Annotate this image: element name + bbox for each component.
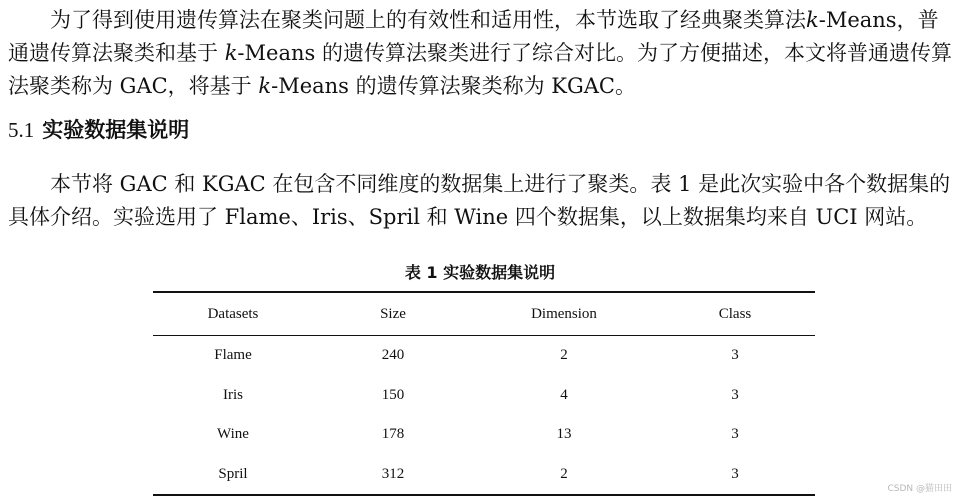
k-italic-3: k: [258, 74, 272, 98]
cell-size: 178: [381, 426, 405, 443]
table-row: [153, 415, 815, 455]
cell-dimension: 2: [560, 347, 568, 364]
intro-text-3: -Means 的遗传算法聚类进行了综合对比。为了方便描述，本文将普通遗传算法聚类称为 GAC，将基于: [8, 41, 952, 98]
cell-size: 150: [381, 386, 405, 403]
header-dimension: Dimension: [531, 305, 597, 322]
cell-class: 3: [731, 465, 739, 482]
table-caption: 表 1 实验数据集说明: [404, 263, 556, 282]
section-heading: [8, 114, 189, 147]
cell-class: 3: [731, 347, 739, 364]
table-header-row: [153, 292, 815, 336]
datasets-table: [153, 291, 815, 496]
table-row: [153, 455, 815, 496]
cell-class: 3: [731, 426, 739, 443]
cell-dataset: Spril: [218, 465, 248, 482]
header-datasets: Datasets: [207, 305, 259, 322]
cell-dataset: Flame: [214, 347, 252, 364]
intro-text-4: -Means 的遗传算法聚类称为 KGAC。: [271, 74, 636, 98]
cell-dataset: Iris: [223, 386, 243, 403]
cell-class: 3: [731, 386, 739, 403]
dataset-paragraph-text: 本节将 GAC 和 KGAC 在包含不同维度的数据集上进行了聚类。表 1 是此次实验中各个数据集的具体介绍。实验选用了 Flame、Iris、Spril 和 Wine 四个数据集，以上数据集均来自 UCI 网站。: [8, 172, 951, 229]
cell-size: 240: [381, 347, 405, 364]
table-row: [153, 336, 815, 376]
table-row: [153, 376, 815, 416]
header-size: Size: [380, 305, 406, 322]
intro-paragraph: [8, 4, 954, 103]
header-class: Class: [718, 305, 752, 322]
cell-dimension: 4: [560, 386, 568, 403]
intro-text-1: 为了得到使用遗传算法在聚类问题上的有效性和适用性，本节选取了经典聚类算法: [50, 8, 806, 32]
cell-dimension: 2: [560, 465, 568, 482]
csdn-watermark: CSDN @猫田田: [887, 484, 952, 494]
cell-size: 312: [381, 465, 405, 482]
cell-dimension: 13: [556, 426, 572, 443]
dataset-paragraph: [8, 168, 954, 234]
cell-dataset: Wine: [217, 426, 249, 443]
section-number: 5.1: [8, 118, 35, 142]
section-title: 实验数据集说明: [42, 118, 190, 142]
intro-text-2: -Means，普通遗传算法聚类和基于: [8, 8, 939, 65]
k-italic-2: k: [224, 41, 238, 65]
k-italic-1: k: [806, 8, 819, 32]
